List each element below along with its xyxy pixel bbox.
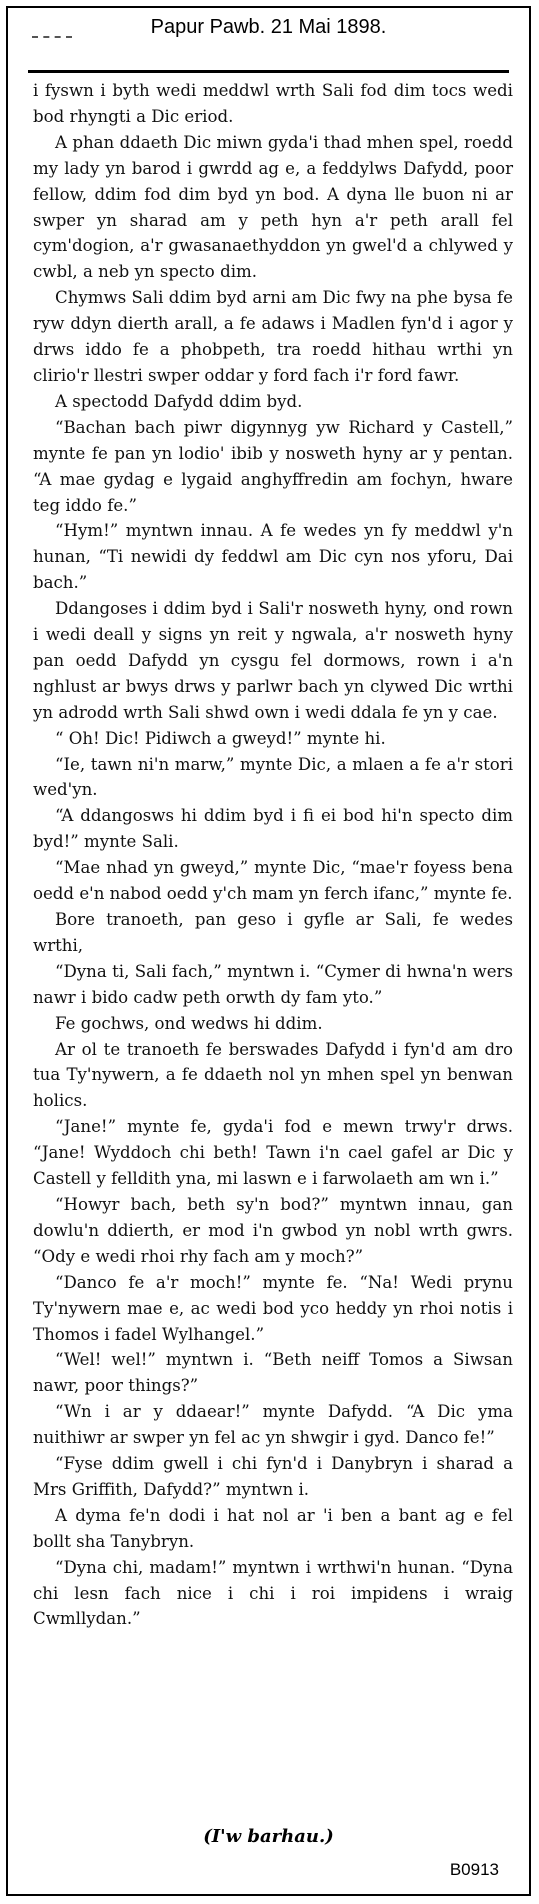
- article-paragraph: “Fyse ddim gwell i chi fyn'd i Danybryn i sharad a Mrs Griffith, Dafydd?” myntwn i.: [33, 1454, 513, 1499]
- article-paragraph: “Ie, tawn ni'n marw,” mynte Dic, a mlaen a fe a'r stori wed'yn.: [33, 754, 513, 800]
- article-paragraph: Fe gochws, ond wedws hi ddim.: [55, 1013, 323, 1033]
- article-paragraph: “Danco fe a'r moch!” mynte fe. “Na! Wedi prynu Ty'nywern mae e, ac wedi bod yco heddy yn rhoi notis i Thomos i fadel Wylhangel.”: [33, 1272, 513, 1344]
- article-paragraph: A dyma fe'n dodi i hat nol ar 'i ben a bant ag e fel bollt sha Tanybryn.: [33, 1505, 513, 1551]
- article-paragraph: “Hym!” myntwn innau. A fe wedes yn fy meddwl y'n hunan, “Ti newidi dy feddwl am Dic cyn nos yforu, Dai bach.”: [33, 521, 513, 593]
- article-paragraph: “A ddangosws hi ddim byd i fi ei bod hi'n specto dim byd!” mynte Sali.: [33, 806, 513, 852]
- article-paragraph: “Bachan bach piwr digynnyg yw Richard y Castell,” mynte fe pan yn lodio' ibib y nosweth hyny ar y pentan. “A mae gydag e lygaid anghyffredin am fochyn, hware teg iddo fe.”: [33, 417, 513, 515]
- article-paragraph: “Wel! wel!” myntwn i. “Beth neiff Tomos a Siwsan nawr, poor things?”: [33, 1350, 513, 1396]
- article-paragraph: “ Oh! Dic! Pidiwch a gweyd!” mynte hi.: [55, 728, 386, 748]
- article-paragraph: Bore tranoeth, pan geso i gyfle ar Sali, fe wedes wrthi,: [33, 910, 513, 955]
- article-paragraph: “Mae nhad yn gweyd,” mynte Dic, “mae'r foyess bena oedd e'n nabod oedd y'ch mam yn ferch ifanc,” mynte fe.: [33, 858, 513, 904]
- page-frame: [6, 6, 531, 1896]
- article-body: [33, 78, 513, 1632]
- header-rule: [28, 70, 509, 73]
- article-paragraph: Ddangoses i ddim byd i Sali'r nosweth hyny, ond rown i wedi deall y signs yn reit y ngwala, a'r nosweth hyny pan oedd Dafydd yn cysgu fel dormows, rown i a'n nghlust ar bwys drws y parlwr bach yn clywed Dic wrthi yn adrodd wrth Sali shwd own i wedi ddala fe yn y cae.: [33, 599, 513, 722]
- article-paragraph: A phan ddaeth Dic miwn gyda'i thad mhen spel, roedd my lady yn barod i gwrdd ag e, a feddylws Dafydd, poor fellow, ddim fod dim byd yn bod. A dyna lle buon ni ar swper yn sharad am y peth hyn a'r peth arall fel cym'dogion, a'r gwasanaethyddon yn gwel'd a chlywed y cwbl, a neb yn specto dim.: [33, 132, 513, 282]
- page-header: Papur Pawb. 21 Mai 1898.: [150, 16, 387, 38]
- article-paragraph: “Jane!” mynte fe, gyda'i fod e mewn trwy'r drws. “Jane! Wyddoch chi beth! Tawn i'n cael gafel ar Dic y Castell y felldith yna, mi laswn e i farwolaeth am wn i.”: [33, 1117, 513, 1189]
- article-paragraph: “Wn i ar y ddaear!” mynte Dafydd. “A Dic yma nuithiwr ar swper yn fel ac yn shwgir i gyd. Danco fe!”: [33, 1402, 513, 1448]
- continued-note: (I'w barhau.): [203, 1826, 334, 1847]
- article-paragraph: Chymws Sali ddim byd arni am Dic fwy na phe bysa fe ryw ddyn dierth arall, a fe adaws i Madlen fyn'd i agor y drws iddo fe a phobpeth, tra roedd hithau wrthi yn clirio'r llestri swper oddar y ford fach i'r ford fawr.: [33, 288, 513, 385]
- article-paragraph: “Dyna chi, madam!” myntwn i wrthwi'n hunan. “Dyna chi lesn fach nice i chi i roi impidens i wraig Cwmllydan.”: [33, 1557, 513, 1629]
- article-paragraph: A spectodd Dafydd ddim byd.: [55, 391, 303, 411]
- article-paragraph: “Dyna ti, Sali fach,” myntwn i. “Cymer di hwna'n wers nawr i bido cadw peth orwth dy fam yto.”: [33, 961, 513, 1007]
- article-paragraph: “Howyr bach, beth sy'n bod?” myntwn innau, gan dowlu'n ddierth, er mod i'n gwbod yn nobl wrth gwrs. “Ody e wedi rhoi rhy fach am y moch?”: [33, 1194, 513, 1266]
- reference-code: B0913: [449, 1860, 499, 1879]
- article-paragraph: Ar ol te tranoeth fe berswades Dafydd i fyn'd am dro tua Ty'nywern, a fe ddaeth nol yn mhen spel yn benwan holics.: [33, 1039, 513, 1111]
- article-paragraph: i fyswn i byth wedi meddwl wrth Sali fod dim tocs wedi bod rhyngti a Dic eriod.: [33, 81, 513, 126]
